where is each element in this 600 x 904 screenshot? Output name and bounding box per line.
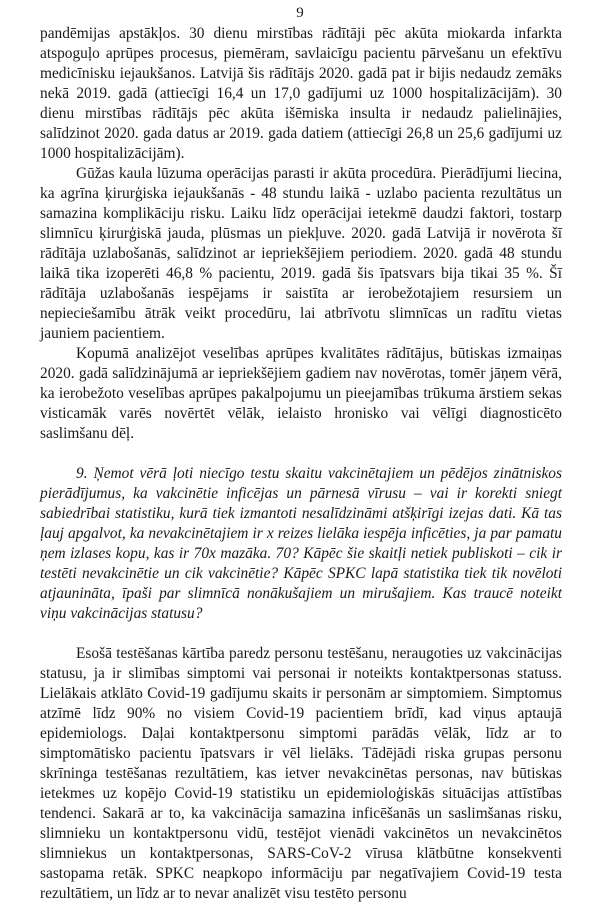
- paragraph-hip-fracture: Gūžas kaula lūzuma operācijas parasti ir akūta procedūra. Pierādījumi liecina, ka agrīna ķirurģiska iejaukšanās - 48 stundu laikā - uzlabo pacienta rezultātus un samazina komplikāciju risku. Laiku līdz operācijai ietekmē daudzi faktori, tostarp slimnīcu ķirurģiskā jauda, plūsmas un piekļuve. 2020. gadā Latvijā ir novērota šī rādītāja uzlabošanās, salīdzinot ar iepriekšējiem periodiem. 2020. gadā 48 stundu laikā tika izoperēti 46,8 % pacientu, 2019. gadā šis īpatsvars bija tikai 35 %. Šī rādītāja uzlabošanās iespējams ir saistīta ar ierobežotajiem resursiem un nepieciešamību ātrāk veikt procedūru, lai atbrīvotu slimnīcas un radītu vietas jauniem pacientiem.: [40, 165, 562, 342]
- question-9: 9. Ņemot vērā ļoti niecīgo testu skaitu vakcinētajiem un pēdējos zinātniskos pierādījumus, ka vakcinētie inficējas un pārnesā vīrusu – vai ir korekti sniegt sabiedrībai statistiku, kurā tiek izmantoti nesalīdzināmi atšķirīgi izejas dati. Kā tas ļauj apgalvot, ka nevakcinētajiem ir x reizes lielāka iespēja inficēties, ja par pamatu ņem izlases kopu, kas ir 70x mazāka. 70? Kāpēc šie skaitļi netiek publiskoti – cik ir testēti nevakcinētie un cik vakcinētie? Kāpēc SPKC lapā statistika tiek tik novēloti atjaunināta, īpaši par slimnīcā nonākušajiem un mirušajiem. Kas traucē noteikt viņu vakcinācijas statusu?: [40, 465, 562, 622]
- paragraph-quality-summary: Kopumā analizējot veselības aprūpes kvalitātes rādītājus, būtiskas izmaiņas 2020. gadā salīdzinājumā ar iepriekšējiem gadiem nav novērotas, tomēr jāņem vērā, ka ierobežoto veselības aprūpes pakalpojumu un pieejamības trūkuma ārstiem sekas visticamāk varēs novērtēt vēlāk, ielaisto hronisko vai vēlīgi diagnosticēto saslimšanu dēļ.: [40, 345, 562, 442]
- document-body: [40, 24, 562, 904]
- page-number: 9: [296, 5, 304, 21]
- paragraph-mortality-indicators: pandēmijas apstākļos. 30 dienu mirstības rādītāji pēc akūta miokarda infarkta atspoguļo aprūpes procesus, piemēram, savlaicīgu pacientu pārvešanu un efektīvu medicīnisku iejaukšanos. Latvijā šis rādītājs 2020. gadā pat ir bijis nedaudz zemāks nekā 2019. gadā (attiecīgi 16,4 un 17,0 gadījumi uz 1000 hospitalizācijām). 30 dienu mirstības rādītājs pēc akūta išēmiska insulta ir nedaudz palielinājies, salīdzinot 2020. gada datus ar 2019. gada datiem (attiecīgi 26,8 un 25,6 gadījumi uz 1000 hospitalizācijām).: [40, 25, 562, 162]
- answer-9: Esošā testēšanas kārtība paredz personu testēšanu, neraugoties uz vakcinācijas statusu, ja ir slimības simptomi vai personai ir noteikts kontaktpersonas statuss. Lielākais atklāto Covid-19 gadījumu skaits ir personām ar simptomiem. Simptomus atzīmē līdz 90% no visiem Covid-19 pacientiem brīdī, kad viņus aptaujā epidemiologs. Daļai kontaktpersonu simptomi parādās vēlāk, līdz ar to simptomātisko pacientu īpatsvars ir vēl lielāks. Tādējādi riska grupas personu skrīninga testēšanas rezultātiem, kas ietver nevakcinētas personas, nav būtiskas ietekmes uz kopējo Covid-19 statistiku un epidemioloģiskās situācijas attīstības tendenci. Sakarā ar to, ka vakcinācija samazina inficēšanās un saslimšanas risku, slimnieku un kontaktpersonu vidū, testējot vienādi vakcinētos un nevakcinētos slimniekus un kontaktpersonas, SARS-CoV-2 vīrusa klātbūtne konsekventi sastopama retāk. SPKC neapkopo informāciju par negatīvajiem Covid-19 testa rezultātiem, un līdz ar to nevar analizēt visu testēto personu: [40, 645, 562, 902]
